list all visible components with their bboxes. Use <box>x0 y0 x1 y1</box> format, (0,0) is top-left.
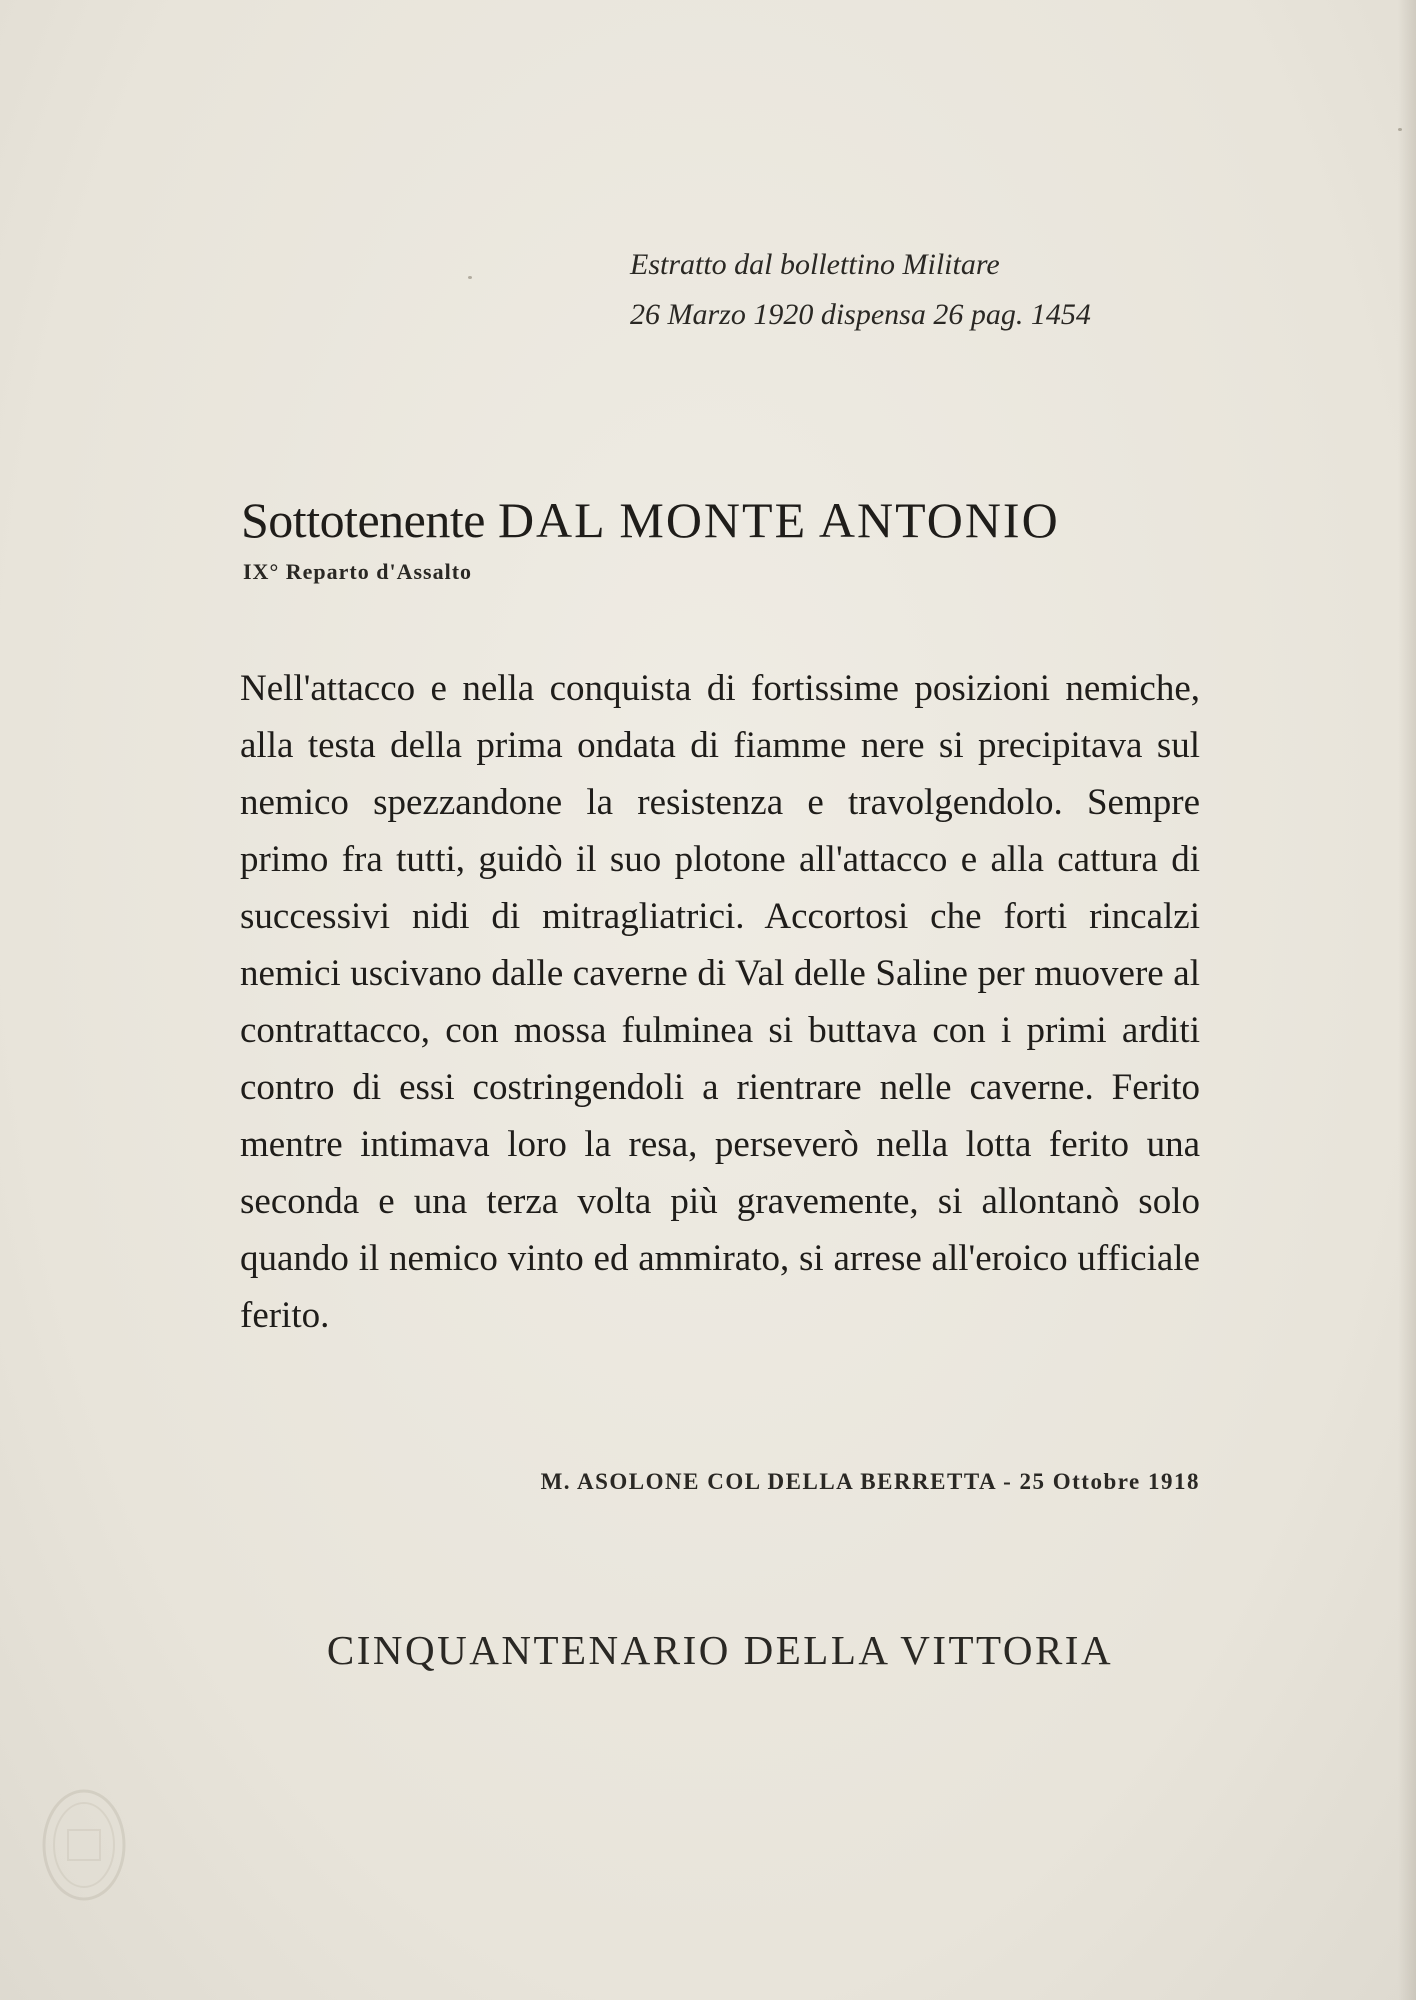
citation-text: Nell'attacco e nella conquista di fortissime posizioni nemiche, alla testa della prima ondata di fiamme nere si precipitava sul nemico spezzandone la resistenza e travolgendolo. Sempre primo fra tutti, guidò il suo plotone all'attacco e alla cattura di successivi nidi di mitragliatrici. Accortosi che forti rincalzi nemici uscivano dalle caverne di Val delle Saline per muovere al contrattacco, con mossa fulminea si buttava con i primi arditi contro di essi costringendoli a rientrare nelle caverne. Ferito mentre intimava loro la resa, perseverò nella lotta ferito una seconda e una terza volta più gravemente, si allontanò solo quando il nemico vinto ed ammirato, si arrese all'eroico ufficiale ferito. <box>240 668 1200 1336</box>
anniversary-title: CINQUANTENARIO DELLA VITTORIA <box>326 1627 1114 1673</box>
place-and-date: M. ASOLONE COL DELLA BERRETTA - 25 Ottobre 1918 <box>540 1469 1200 1494</box>
paper-speck <box>1398 128 1402 131</box>
paper-speck <box>468 276 472 279</box>
page-edge-shadow <box>1398 0 1416 2000</box>
bulletin-reference <box>630 240 1210 340</box>
officer-name: DAL MONTE ANTONIO <box>497 492 1060 548</box>
officer-rank: Sottotenente <box>241 492 485 548</box>
bulletin-date-line: 26 Marzo 1920 dispensa 26 pag. 1454 <box>630 298 1091 331</box>
officer-title <box>241 490 1201 550</box>
unit-name: IX° Reparto d'Assalto <box>243 559 473 584</box>
library-stamp-icon <box>38 1785 130 1905</box>
bulletin-source-line: Estratto dal bollettino Militare <box>630 248 1000 281</box>
